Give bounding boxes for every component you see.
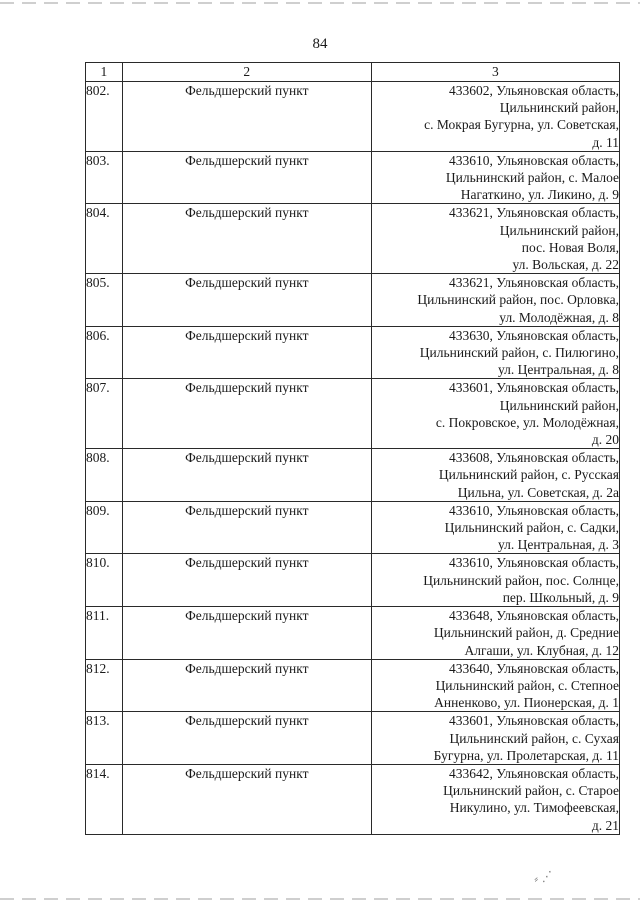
address-line: д. 11 <box>592 134 619 150</box>
row-number: 810. <box>86 554 123 607</box>
row-number: 807. <box>86 379 123 449</box>
register-table <box>85 62 620 835</box>
table-row <box>86 379 620 449</box>
facility-address <box>371 659 619 712</box>
scan-mark: ⸗ ⋰ <box>532 868 555 886</box>
address-line: ул. Молодёжная, д. 8 <box>499 309 619 325</box>
address-line: 433601, Ульяновская область, <box>448 713 619 729</box>
facility-type: Фельдшерский пункт <box>122 607 371 660</box>
scan-edge-top <box>0 2 640 4</box>
row-number: 805. <box>86 274 123 327</box>
column-header-2: 2 <box>122 63 371 82</box>
facility-type: Фельдшерский пункт <box>122 379 371 449</box>
facility-type: Фельдшерский пункт <box>122 764 371 834</box>
address-line: 433610, Ульяновская область, <box>448 152 619 168</box>
address-line: ул. Центральная, д. 8 <box>498 362 619 378</box>
address-line: Цильнинский район, пос. Солнце, <box>423 572 619 588</box>
facility-type: Фельдшерский пункт <box>122 151 371 204</box>
address-line: Цильнинский район, с. Старое <box>443 783 619 799</box>
address-line: 433621, Ульяновская область, <box>448 205 619 221</box>
row-number: 808. <box>86 449 123 502</box>
page-number: 84 <box>312 36 328 52</box>
address-line: ул. Центральная, д. 3 <box>498 537 619 553</box>
facility-address <box>371 607 619 660</box>
address-line: Алгаши, ул. Клубная, д. 12 <box>464 642 619 658</box>
column-header-1: 1 <box>86 63 123 82</box>
row-number: 802. <box>86 82 123 152</box>
facility-address <box>371 204 619 274</box>
address-line: Бугурна, ул. Пролетарская, д. 11 <box>433 747 619 763</box>
facility-type: Фельдшерский пункт <box>122 501 371 554</box>
table-row <box>86 501 620 554</box>
table-row <box>86 326 620 379</box>
facility-address <box>371 326 619 379</box>
facility-type: Фельдшерский пункт <box>122 326 371 379</box>
table-row <box>86 204 620 274</box>
address-line: 433602, Ульяновская область, <box>448 83 619 98</box>
table-row <box>86 554 620 607</box>
facility-address <box>371 151 619 204</box>
table-row <box>86 274 620 327</box>
facility-address <box>371 274 619 327</box>
address-line: д. 21 <box>591 817 619 833</box>
address-line: Цильнинский район, <box>499 100 619 116</box>
address-line: 433642, Ульяновская область, <box>448 765 619 781</box>
row-number: 804. <box>86 204 123 274</box>
row-number: 811. <box>86 607 123 660</box>
address-line: д. 20 <box>591 432 619 448</box>
row-number: 814. <box>86 764 123 834</box>
facility-type: Фельдшерский пункт <box>122 274 371 327</box>
facility-type: Фельдшерский пункт <box>122 659 371 712</box>
address-line: с. Покровское, ул. Молодёжная, <box>435 414 619 430</box>
facility-address <box>371 554 619 607</box>
address-line: Цильнинский район, пос. Орловка, <box>417 292 619 308</box>
facility-type: Фельдшерский пункт <box>122 204 371 274</box>
address-line: Цильнинский район, с. Пилюгино, <box>419 345 619 361</box>
address-line: 433608, Ульяновская область, <box>448 450 619 466</box>
table-row <box>86 449 620 502</box>
address-line: пос. Новая Воля, <box>521 239 619 255</box>
table-row <box>86 82 620 152</box>
address-line: 433648, Ульяновская область, <box>448 608 619 624</box>
table-header-row <box>86 63 620 82</box>
address-line: Цильнинский район, с. Русская <box>438 467 619 483</box>
row-number: 809. <box>86 501 123 554</box>
address-line: ул. Вольская, д. 22 <box>512 257 619 273</box>
address-line: 433621, Ульяновская область, <box>448 275 619 291</box>
facility-type: Фельдшерский пункт <box>122 449 371 502</box>
column-header-3: 3 <box>371 63 619 82</box>
table-row <box>86 607 620 660</box>
scan-edge-bottom <box>0 898 640 900</box>
address-line: 433640, Ульяновская область, <box>448 660 619 676</box>
row-number: 812. <box>86 659 123 712</box>
table-row <box>86 764 620 834</box>
address-line: Цильнинский район, д. Средние <box>433 625 619 641</box>
facility-address <box>371 712 619 765</box>
address-line: пер. Школьный, д. 9 <box>502 589 619 605</box>
address-line: 433610, Ульяновская область, <box>448 555 619 571</box>
address-line: Нагаткино, ул. Ликино, д. 9 <box>460 187 619 203</box>
address-line: Цильнинский район, с. Малое <box>445 170 619 186</box>
row-number: 806. <box>86 326 123 379</box>
address-line: Цильнинский район, с. Степное <box>435 677 619 693</box>
facility-address <box>371 764 619 834</box>
table-body <box>86 82 620 835</box>
address-line: 433630, Ульяновская область, <box>448 327 619 343</box>
table-row <box>86 712 620 765</box>
address-line: с. Мокрая Бугурна, ул. Советская, <box>424 117 619 133</box>
address-line: Цильнинский район, <box>499 397 619 413</box>
table-row <box>86 151 620 204</box>
facility-address <box>371 379 619 449</box>
address-line: Цильнинский район, с. Сухая <box>449 730 619 746</box>
address-line: 433601, Ульяновская область, <box>448 380 619 396</box>
address-line: Цильнинский район, с. Садки, <box>444 520 619 536</box>
facility-type: Фельдшерский пункт <box>122 82 371 152</box>
facility-type: Фельдшерский пункт <box>122 712 371 765</box>
table-row <box>86 659 620 712</box>
address-line: Цильна, ул. Советская, д. 2а <box>457 484 619 500</box>
row-number: 813. <box>86 712 123 765</box>
address-line: 433610, Ульяновская область, <box>448 502 619 518</box>
address-line: Цильнинский район, <box>499 222 619 238</box>
address-line: Анненково, ул. Пионерская, д. 1 <box>434 695 619 711</box>
facility-address <box>371 449 619 502</box>
facility-address <box>371 82 619 152</box>
facility-address <box>371 501 619 554</box>
row-number: 803. <box>86 151 123 204</box>
facility-type: Фельдшерский пункт <box>122 554 371 607</box>
address-line: Никулино, ул. Тимофеевская, <box>449 800 619 816</box>
